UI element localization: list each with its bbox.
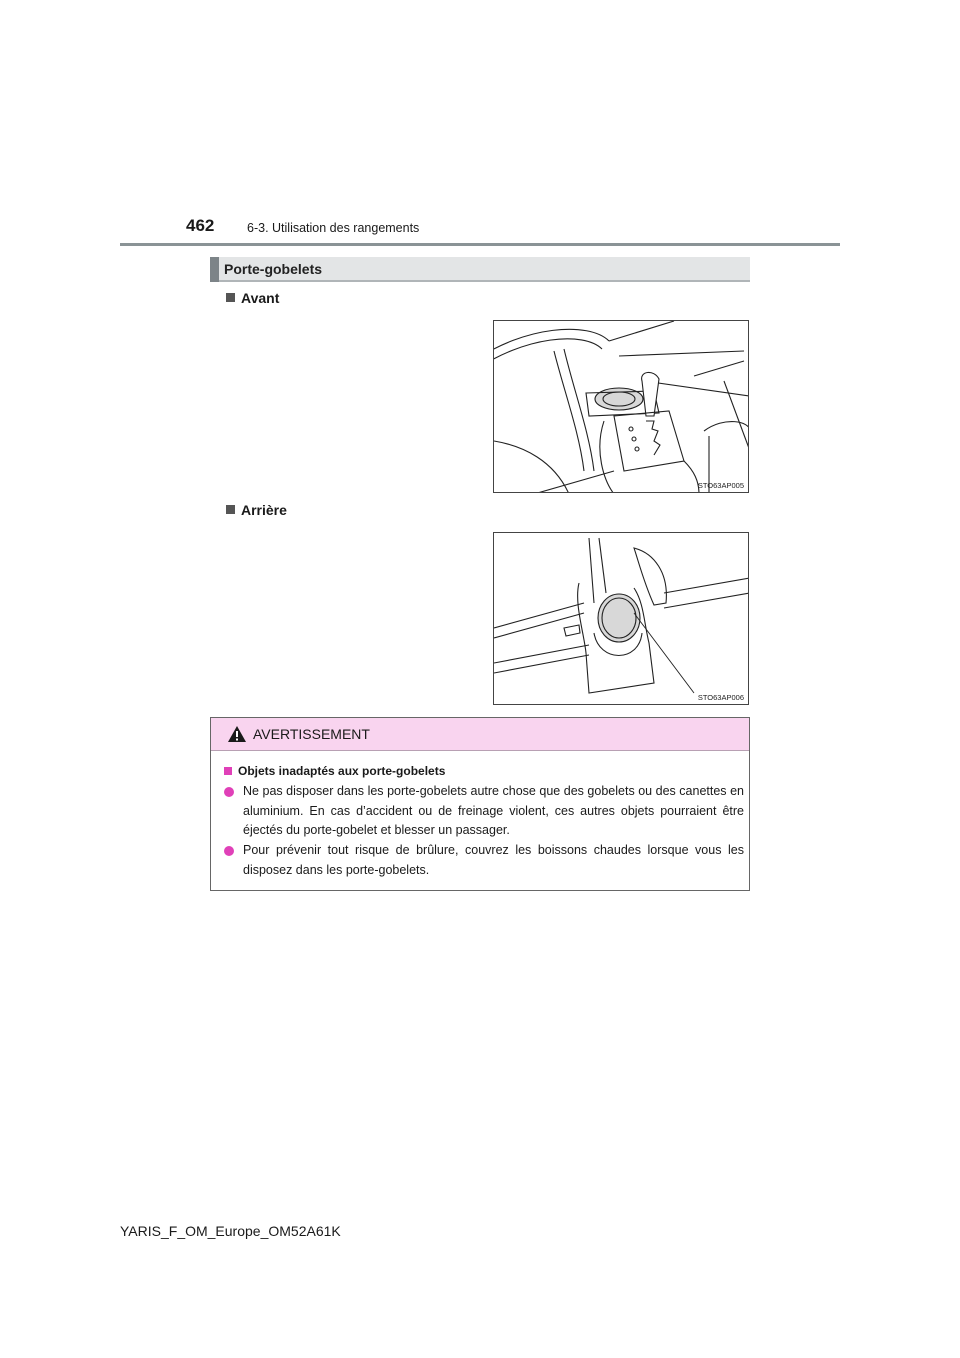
square-bullet-icon	[226, 293, 235, 302]
warning-subtitle-text: Objets inadaptés aux porte-gobelets	[238, 764, 446, 778]
subhead-front	[226, 290, 279, 306]
bullet-dot-icon	[224, 846, 234, 856]
footer-doc-id: YARIS_F_OM_Europe_OM52A61K	[120, 1223, 341, 1239]
warning-bullet	[224, 782, 744, 841]
bullet-dot-icon	[224, 787, 234, 797]
warning-box	[210, 717, 750, 891]
section-heading	[210, 257, 750, 282]
illustration-rear	[493, 532, 749, 705]
square-bullet-icon	[224, 767, 232, 775]
front-cup-holder-drawing	[494, 321, 749, 493]
page-number: 462	[186, 216, 215, 235]
chapter-title: 6-3. Utilisation des rangements	[247, 221, 420, 235]
image-code: STO63AP006	[697, 693, 744, 702]
subhead-rear-label: Arrière	[241, 502, 287, 518]
subhead-front-label: Avant	[241, 290, 280, 306]
warning-subtitle	[224, 764, 445, 778]
warning-bullet	[224, 841, 744, 880]
rear-cup-holder-drawing	[494, 533, 749, 705]
illustration-front	[493, 320, 749, 493]
warning-bullet-text: Ne pas disposer dans les porte-gobelets autre chose que des gobelets ou des canettes en aluminium. En cas d’accident ou de freinage violent, ces autres objets pourraient être éjectés du porte-gobelet et blesser un passager.	[243, 784, 744, 837]
square-bullet-icon	[226, 505, 235, 514]
warning-triangle-icon	[227, 725, 247, 748]
section-title: Porte-gobelets	[224, 261, 323, 277]
header-rule	[120, 243, 840, 246]
subhead-rear	[226, 502, 287, 518]
section-accent	[210, 257, 219, 282]
warning-header	[211, 718, 749, 751]
warning-title: AVERTISSEMENT	[253, 726, 370, 742]
image-code: STO63AP005	[697, 481, 744, 490]
warning-bullet-text: Pour prévenir tout risque de brûlure, couvrez les boissons chaudes lorsque vous les disposez dans les porte-gobelets.	[243, 843, 744, 877]
